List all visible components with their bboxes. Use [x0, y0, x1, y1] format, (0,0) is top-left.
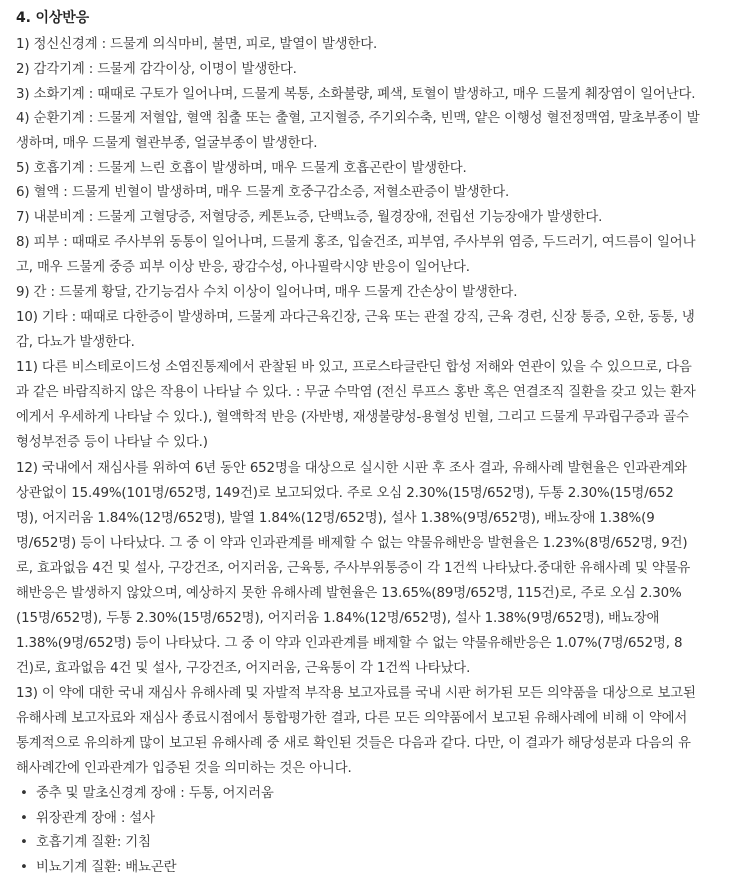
paragraph-line: 유해사례 보고자료와 재심사 종료시점에서 통합평가한 결과, 다른 모든 의약품에서 보고된 유해사례에 비해 이 약에서 [16, 711, 688, 726]
paragraph-8 [16, 230, 720, 280]
paragraph-line: 12) 국내에서 재심사를 위하여 6년 동안 652명을 대상으로 실시한 시판 후 조사 결과, 유해사례 발현율은 인과관계와 [16, 461, 687, 476]
paragraph-line: 건)로, 효과없음 4건 및 설사, 구강건조, 어지러움, 근육통이 각 1건씩 나타났다. [16, 661, 471, 676]
paragraph-line: 3) 소화기계 : 때때로 구토가 일어나며, 드물게 복통, 소화불량, 폐색, 토혈이 발생하고, 매우 드물게 췌장염이 일어난다. [16, 87, 696, 102]
paragraph-9 [16, 280, 720, 305]
list-item [16, 831, 274, 856]
paragraph-line: 로, 효과없음 4건 및 설사, 구강건조, 어지러움, 근육통, 주사부위통증이 각 1건씩 나타났다.중대한 유해사례 및 약물유 [16, 561, 691, 576]
paragraph-1 [16, 32, 720, 57]
list-item [16, 782, 274, 807]
paragraph-line: 상관없이 15.49%(101명/652명, 149건)로 보고되었다. 주로 오심 2.30%(15명/652명), 두통 2.30%(15명/652 [16, 486, 674, 501]
paragraph-11 [16, 355, 720, 455]
paragraph-line: 명), 어지러움 1.84%(12명/652명), 발열 1.84%(12명/652명), 설사 1.38%(9명/652명), 배뇨장애 1.38%(9 [16, 511, 655, 526]
list-item-text: 중추 및 말초신경계 장애 : 두통, 어지러움 [36, 786, 274, 801]
paragraph-line: 7) 내분비계 : 드물게 고혈당증, 저혈당증, 케톤뇨증, 단백뇨증, 월경장애, 전립선 기능장애가 발생한다. [16, 210, 603, 225]
paragraph-line: (15명/652명), 두통 2.30%(15명/652명), 어지러움 1.84%(12명/652명), 설사 1.38%(9명/652명), 배뇨장애 [16, 611, 660, 626]
bullet-icon: • [20, 786, 28, 801]
paragraph-13 [16, 681, 720, 781]
paragraph-line: 명/652명) 등이 나타났다. 그 중 이 약과 인과관계를 배제할 수 없는 약물유해반응 발현율은 1.23%(8명/652명, 9건) [16, 536, 688, 551]
paragraph-line: 8) 피부 : 때때로 주사부위 동통이 일어나며, 드물게 홍조, 입술건조, 피부염, 주사부위 염증, 두드러기, 여드름이 일어나 [16, 235, 696, 250]
paragraph-line: 해사례간에 인과관계가 입증된 것을 의미하는 것은 아니다. [16, 761, 352, 776]
section-heading: 4. 이상반응 [16, 10, 89, 26]
list-item [16, 807, 274, 832]
paragraph-10 [16, 305, 720, 355]
list-item-text: 호흡기계 질환: 기침 [36, 835, 151, 850]
paragraph-line: 9) 간 : 드물게 황달, 간기능검사 수치 이상이 일어나며, 매우 드물게 간손상이 발생한다. [16, 285, 518, 300]
paragraph-line: 4) 순환기계 : 드물게 저혈압, 혈액 침출 또는 출혈, 고지혈증, 주기외수축, 빈맥, 얕은 이행성 혈전정맥염, 말초부종이 발 [16, 111, 700, 126]
paragraph-line: 13) 이 약에 대한 국내 재심사 유해사례 및 자발적 부작용 보고자료를 국내 시판 허가된 모든 의약품을 대상으로 보고된 [16, 686, 696, 701]
paragraph-4 [16, 106, 720, 156]
paragraph-line: 10) 기타 : 때때로 다한증이 발생하며, 드물게 과다근육긴장, 근육 또는 관절 강직, 근육 경련, 신장 통증, 오한, 동통, 냉 [16, 310, 695, 325]
paragraph-line: 생하며, 매우 드물게 혈관부종, 얼굴부종이 발생한다. [16, 136, 318, 151]
paragraph-line: 통계적으로 유의하게 많이 보고된 유해사례 중 새로 확인된 것들은 다음과 같다. 다만, 이 결과가 해당성분과 다음의 유 [16, 736, 691, 751]
paragraph-line: 1) 정신신경계 : 드물게 의식마비, 불면, 피로, 발열이 발생한다. [16, 37, 378, 52]
paragraph-line: 5) 호흡기계 : 드물게 느린 호흡이 발생하며, 매우 드물게 호흡곤란이 발생한다. [16, 161, 467, 176]
paragraph-line: 과 같은 바람직하지 않은 작용이 나타날 수 있다. : 무균 수막염 (전신 루프스 홍반 혹은 연결조직 질환을 갖고 있는 환자 [16, 385, 696, 400]
paragraph-line: 2) 감각기계 : 드물게 감각이상, 이명이 발생한다. [16, 62, 297, 77]
paragraph-line: 1.38%(9명/652명) 등이 나타났다. 그 중 이 약과 인과관계를 배제할 수 없는 약물유해반응은 1.07%(7명/652명, 8 [16, 636, 683, 651]
list-item-text: 비뇨기계 질환: 배뇨곤란 [36, 859, 177, 875]
paragraph-line: 6) 혈액 : 드물게 빈혈이 발생하며, 매우 드물게 호중구감소증, 저혈소판증이 발생한다. [16, 185, 510, 200]
paragraph-3 [16, 82, 720, 107]
paragraph-line: 해반응은 발생하지 않았으며, 예상하지 못한 유해사례 발현율은 13.65%(89명/652명, 115건)로, 주로 오심 2.30% [16, 586, 682, 601]
bullet-icon: • [20, 859, 28, 875]
paragraph-line: 고, 매우 드물게 중증 피부 이상 반응, 광감수성, 아나필락시양 반응이 일어난다. [16, 260, 470, 275]
paragraph-5 [16, 156, 720, 181]
bullet-list [16, 782, 274, 880]
paragraph-2 [16, 57, 720, 82]
paragraph-line: 형성부전증 등이 나타날 수 있다.) [16, 435, 208, 450]
paragraph-7 [16, 205, 720, 230]
paragraph-12 [16, 456, 720, 681]
list-item-text: 위장관계 장애 : 설사 [36, 810, 155, 826]
bullet-icon: • [20, 835, 28, 850]
list-item [16, 856, 274, 881]
paragraph-line: 에게서 우세하게 나타날 수 있다.), 혈액학적 반응 (자반병, 재생불량성-용혈성 빈혈, 그리고 드물게 무과립구증과 골수 [16, 410, 689, 425]
paragraph-line: 11) 다른 비스테로이드성 소염진통제에서 관찰된 바 있고, 프로스타글란딘 합성 저해와 연관이 있을 수 있으므로, 다음 [16, 360, 692, 375]
bullet-icon: • [20, 810, 28, 826]
paragraph-line: 감, 다뇨가 발생한다. [16, 335, 135, 350]
paragraph-6 [16, 180, 720, 205]
